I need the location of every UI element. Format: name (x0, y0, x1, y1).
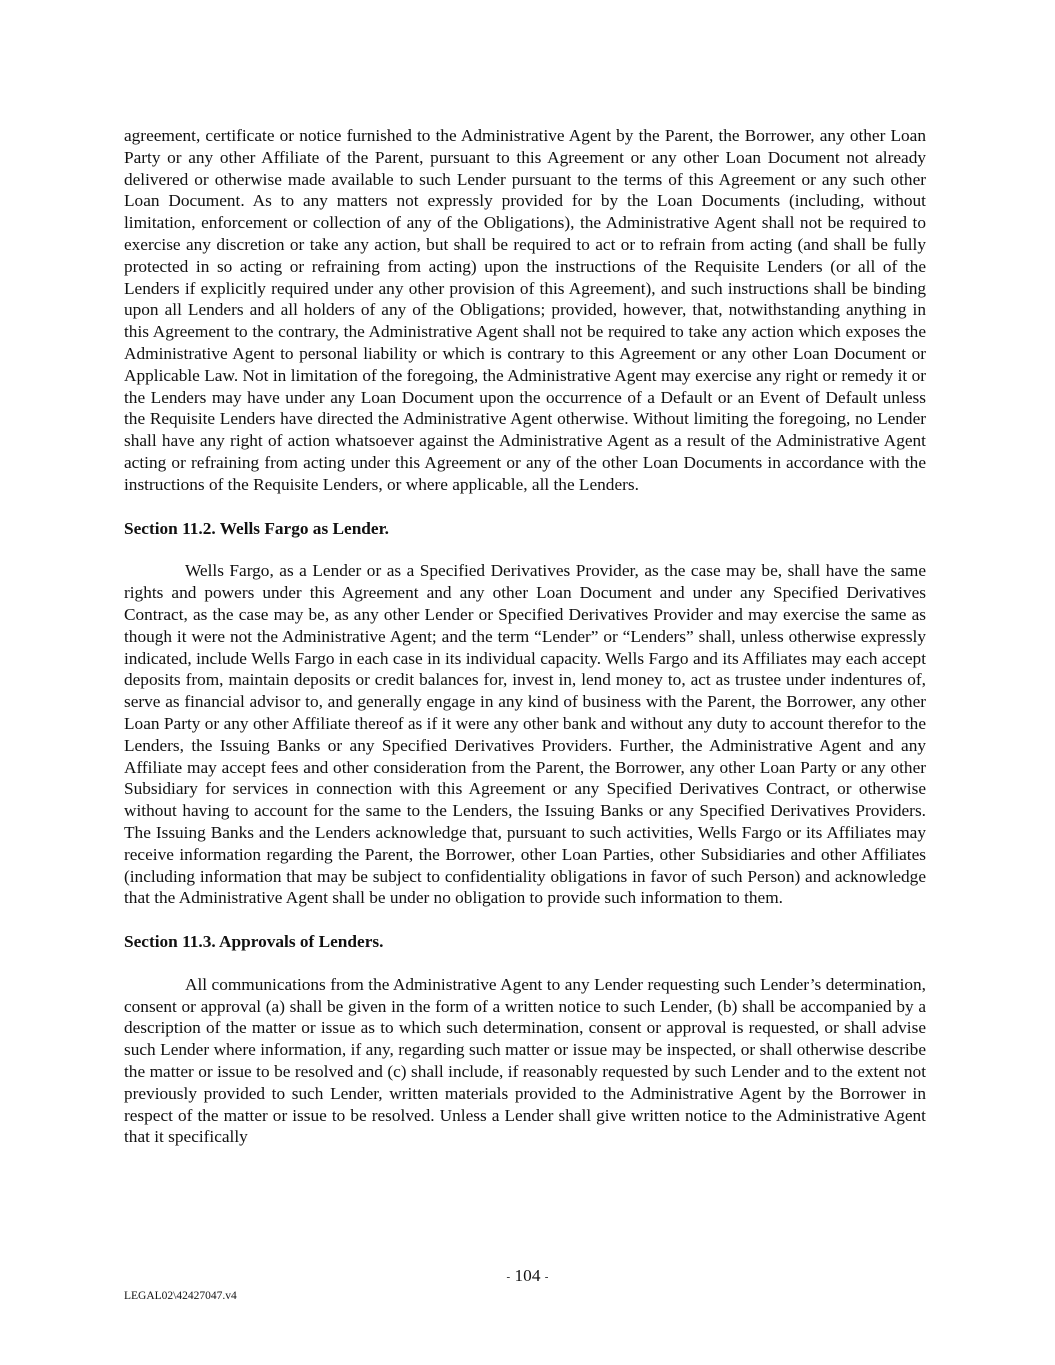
document-page (124, 125, 926, 1148)
section-body-11-3: All communications from the Administrative Agent to any Lender requesting such Lender’s determination, consent or approval (a) shall be given in the form of a written notice to such Lender, (b) shall be accompanied by a description of the matter or issue as to which such determination, consent or approval is requested, or shall advise such Lender where information, if any, regarding such matter or issue may be inspected, or shall otherwise describe the matter or issue to be resolved and (c) shall include, if reasonably requested by such Lender and to the extent not previously provided to such Lender, written materials provided to the Administrative Agent by the Borrower in respect of the matter or issue to be resolved. Unless a Lender shall give written notice to the Administrative Agent that it specifically (124, 974, 926, 1147)
opening-paragraph: agreement, certificate or notice furnished to the Administrative Agent by the Parent, the Borrower, any other Loan Party or any other Affiliate of the Parent, pursuant to this Agreement or any other Loan Document not already delivered or otherwise made available to such Lender pursuant to the terms of this Agreement or any such other Loan Document. As to any matters not expressly provided for by the Loan Documents (including, without limitation, enforcement or collection of any of the Obligations), the Administrative Agent shall not be required to exercise any discretion or take any action, but shall be required to act or to refrain from acting (and shall be fully protected in so acting or refraining from acting) upon the instructions of the Requisite Lenders (or all of the Lenders if explicitly required under any other provision of this Agreement), and such instructions shall be binding upon all Lenders and all holders of any of the Obligations; provided, however, that, notwithstanding anything in this Agreement to the contrary, the Administrative Agent shall not be required to take any action which exposes the Administrative Agent to personal liability or which is contrary to this Agreement or any other Loan Document or Applicable Law. Not in limitation of the foregoing, the Administrative Agent may exercise any right or remedy it or the Lenders may have under any Loan Document upon the occurrence of a Default or an Event of Default unless the Requisite Lenders have directed the Administrative Agent otherwise. Without limiting the foregoing, no Lender shall have any right of action whatsoever against the Administrative Agent as a result of the Administrative Agent acting or refraining from acting under this Agreement or any of the other Loan Documents in accordance with the instructions of the Requisite Lenders, or where applicable, all the Lenders. (124, 126, 926, 494)
section-body-11-2: Wells Fargo, as a Lender or as a Specified Derivatives Provider, as the case may be, shall have the same rights and powers under this Agreement and any other Loan Document and under any Specified Derivatives Contract, as the case may be, as any other Lender or Specified Derivatives Provider and may exercise the same as though it were not the Administrative Agent; and the term “Lender” or “Lenders” shall, unless otherwise expressly indicated, include Wells Fargo in each case in its individual capacity. Wells Fargo and its Affiliates may each accept deposits from, maintain deposits or credit balances for, invest in, lend money to, act as trustee under indentures of, serve as financial advisor to, and generally engage in any kind of business with the Parent, the Borrower, any other Loan Party or any other Affiliate thereof as if it were any other bank and without any duty to account therefor to the Lenders, the Issuing Banks or any Specified Derivatives Providers. Further, the Administrative Agent and any Affiliate may accept fees and other consideration from the Parent, the Borrower, any other Loan Party or any other Subsidiary for services in connection with this Agreement or any Specified Derivatives Contract, or otherwise without having to account for the same to the Lenders, the Issuing Banks or any Specified Derivatives Providers. The Issuing Banks and the Lenders acknowledge that, pursuant to such activities, Wells Fargo or its Affiliates may receive information regarding the Parent, the Borrower, other Loan Parties, other Subsidiaries and other Affiliates (including information that may be subject to confidentiality obligations in favor of such Person) and acknowledge that the Administrative Agent shall be under no obligation to provide such information to them. (124, 561, 926, 908)
document-id: LEGAL02\42427047.v4 (124, 1290, 237, 1302)
page-number-value: 104 (514, 1266, 541, 1285)
section-heading-11-2: Section 11.2. Wells Fargo as Lender. (124, 518, 389, 538)
page-number-dash-right: - (544, 1271, 549, 1283)
page-number (0, 1266, 1055, 1287)
section-heading-11-3: Section 11.3. Approvals of Lenders. (124, 932, 384, 952)
page-number-dash-left: - (506, 1271, 511, 1283)
